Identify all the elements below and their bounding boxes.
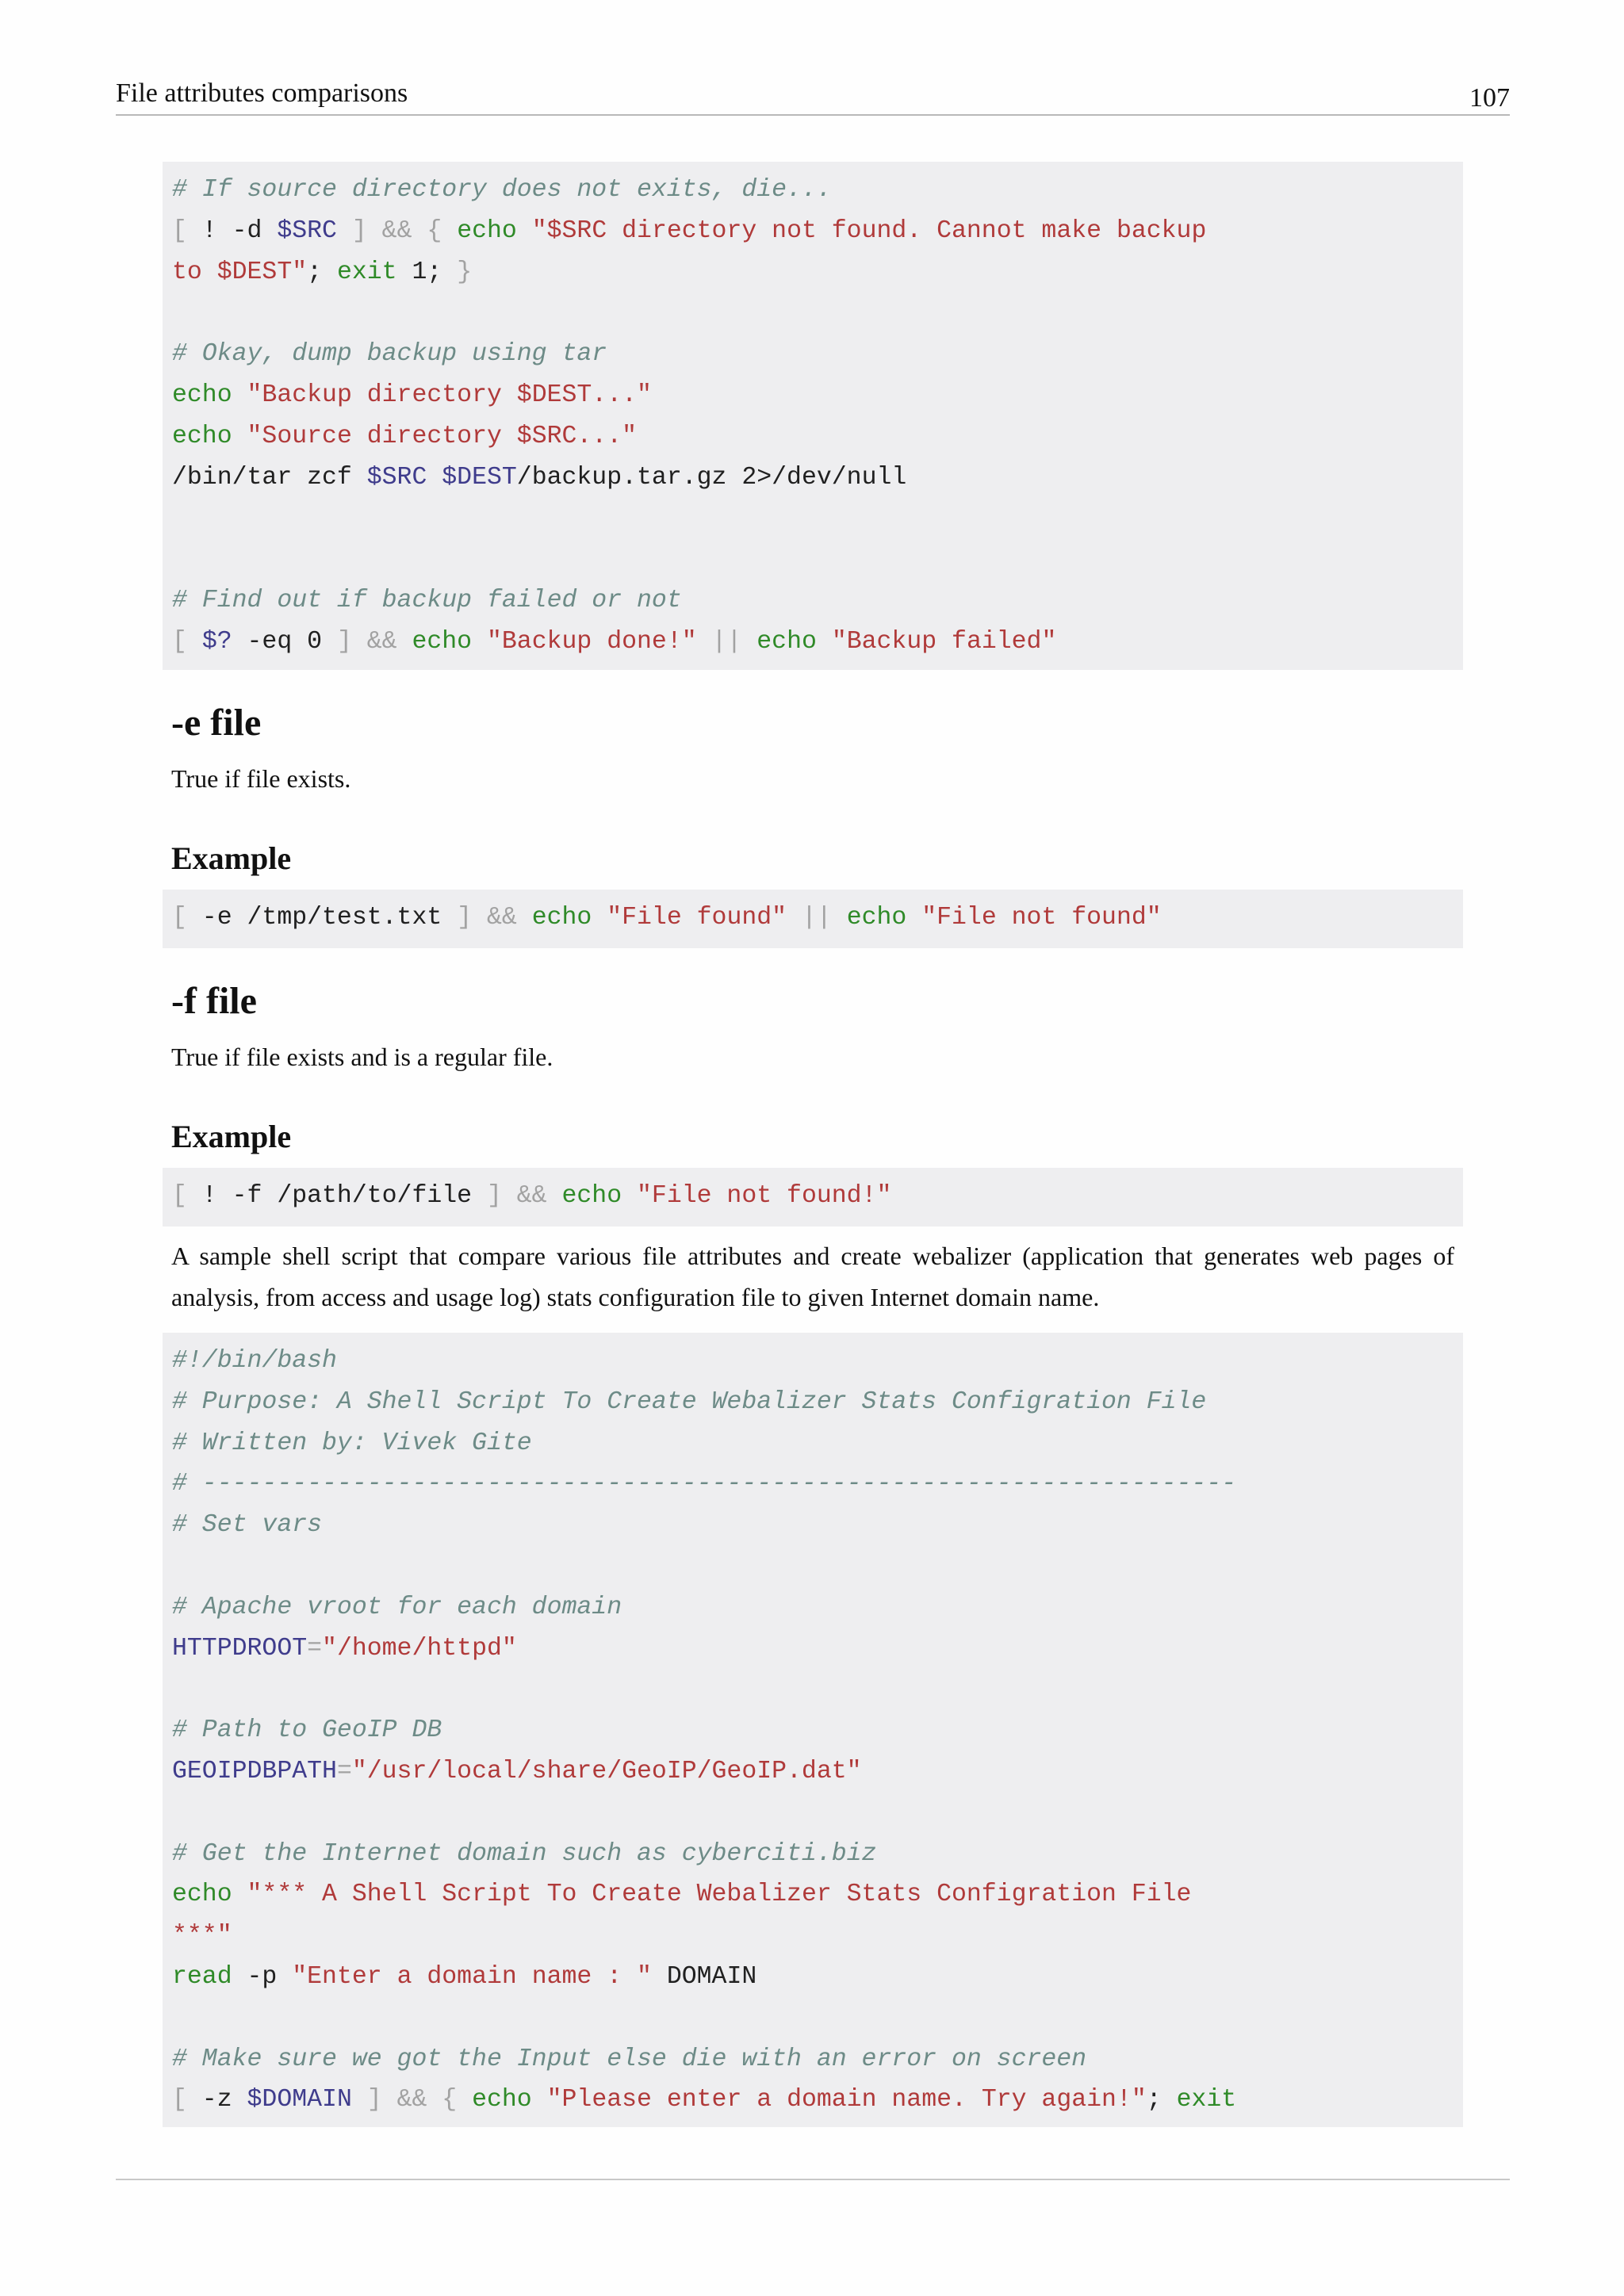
code-token: ! -f /path/to/file bbox=[186, 1182, 487, 1210]
code-block-e-example bbox=[163, 890, 1463, 948]
section-description-f-file: True if file exists and is a regular file. bbox=[171, 1043, 553, 1071]
code-token: $? bbox=[201, 627, 232, 656]
code-token bbox=[232, 1881, 247, 1908]
code-token: ] && bbox=[486, 1182, 562, 1210]
code-line bbox=[172, 1628, 1463, 1670]
code-token: # Written by: Vivek Gite bbox=[172, 1429, 532, 1457]
section-description-e-file: True if file exists. bbox=[171, 764, 351, 793]
code-token: "$SRC directory not found. Cannot make backup bbox=[531, 216, 1207, 245]
code-line bbox=[172, 1710, 1463, 1751]
code-token: "/home/httpd" bbox=[322, 1634, 517, 1663]
code-line bbox=[172, 375, 1463, 416]
code-token: "/usr/local/share/GeoIP/GeoIP.dat" bbox=[351, 1757, 862, 1785]
code-line bbox=[172, 334, 1463, 375]
code-token: "File found" bbox=[607, 904, 787, 932]
code-line bbox=[172, 1176, 1463, 1217]
code-token: exit bbox=[336, 258, 397, 286]
code-token: [ bbox=[172, 2086, 187, 2114]
code-token: || bbox=[787, 904, 847, 932]
code-token: [ bbox=[172, 904, 187, 932]
code-token: # Find out if backup failed or not bbox=[172, 586, 682, 614]
code-line bbox=[172, 1464, 1463, 1505]
code-token bbox=[817, 628, 832, 656]
code-token: "File not found!" bbox=[637, 1182, 892, 1210]
code-token bbox=[592, 904, 607, 932]
code-token bbox=[622, 1182, 637, 1210]
example-heading-e-file: Example bbox=[171, 840, 292, 876]
section-heading-e-file: -e file bbox=[171, 702, 262, 744]
code-token: # Get the Internet domain such as cyberciti.biz bbox=[172, 1839, 877, 1868]
code-line bbox=[172, 1874, 1463, 1915]
running-header bbox=[116, 76, 1510, 116]
code-token: /bin/tar zcf bbox=[172, 463, 367, 492]
running-header-title: File attributes comparisons bbox=[116, 78, 408, 108]
code-line bbox=[172, 2039, 1463, 2080]
code-token: echo bbox=[756, 627, 817, 656]
code-line bbox=[172, 293, 1463, 334]
code-token: ] && bbox=[457, 904, 532, 932]
code-token: echo bbox=[531, 904, 592, 932]
code-token: # Path to GeoIP DB bbox=[172, 1716, 442, 1745]
code-token bbox=[532, 2086, 547, 2114]
code-token: ! -d bbox=[186, 216, 278, 245]
code-token: -p bbox=[232, 1962, 293, 1991]
code-token: # If source directory does not exits, die... bbox=[172, 176, 832, 204]
code-line bbox=[172, 1669, 1463, 1710]
code-token: # Make sure we got the Input else die with an error on screen bbox=[172, 2045, 1087, 2073]
code-token bbox=[187, 628, 202, 656]
code-token: DOMAIN bbox=[651, 1962, 757, 1991]
code-token: "Backup failed" bbox=[831, 627, 1057, 656]
code-token: = bbox=[336, 1757, 352, 1785]
code-token: #!/bin/bash bbox=[172, 1347, 337, 1375]
code-token bbox=[427, 464, 442, 492]
intro-paragraph: A sample shell script that compare various file attributes and create webalizer (application that generates web pages of analysis, from access and usage log) stats configuration file to given Internet domain name. bbox=[171, 1242, 1454, 1311]
code-line bbox=[172, 1957, 1463, 1998]
code-token: ] && { bbox=[351, 2086, 473, 2114]
code-token: $DEST bbox=[442, 463, 517, 492]
code-token: "Backup directory $DEST..." bbox=[247, 381, 652, 409]
code-line bbox=[172, 1834, 1463, 1875]
code-token: GEOIPDBPATH bbox=[172, 1757, 337, 1785]
code-block-backup-script bbox=[163, 162, 1463, 670]
code-token: = bbox=[307, 1634, 323, 1663]
code-token: ***" bbox=[172, 1922, 232, 1950]
code-line bbox=[172, 2080, 1463, 2121]
code-token: -eq 0 bbox=[232, 627, 337, 656]
code-token: echo bbox=[172, 1881, 232, 1909]
code-line bbox=[172, 1793, 1463, 1834]
code-token: ; bbox=[307, 258, 337, 286]
code-line bbox=[172, 416, 1463, 457]
code-token: $SRC bbox=[277, 216, 337, 245]
code-token: [ bbox=[172, 627, 187, 656]
code-token: echo bbox=[412, 627, 473, 656]
code-token: $SRC bbox=[366, 463, 427, 492]
code-token: "Backup done!" bbox=[487, 627, 697, 656]
code-token: echo bbox=[846, 904, 907, 932]
code-line bbox=[172, 580, 1463, 622]
code-token: ] && { bbox=[336, 216, 458, 245]
code-token: exit bbox=[1176, 2086, 1237, 2114]
code-line bbox=[172, 622, 1463, 663]
code-token: "Please enter a domain name. Try again!" bbox=[546, 2086, 1147, 2114]
code-line bbox=[172, 252, 1463, 293]
code-token bbox=[472, 628, 487, 656]
code-block-webalizer-script bbox=[163, 1333, 1463, 2127]
code-token: ] && bbox=[336, 627, 412, 656]
code-token: # Okay, dump backup using tar bbox=[172, 340, 607, 369]
code-line bbox=[172, 1587, 1463, 1628]
code-token: echo bbox=[172, 422, 232, 450]
code-token: "File not found" bbox=[921, 904, 1162, 932]
code-token: echo bbox=[172, 381, 232, 409]
code-token: } bbox=[457, 258, 473, 286]
code-token: $DOMAIN bbox=[247, 2086, 352, 2114]
code-line bbox=[172, 1751, 1463, 1793]
code-line bbox=[172, 1505, 1463, 1546]
code-token bbox=[517, 217, 532, 245]
code-token: # Purpose: A Shell Script To Create Webalizer Stats Configration File bbox=[172, 1387, 1207, 1416]
code-line bbox=[172, 1998, 1463, 2039]
code-token: "*** A Shell Script To Create Webalizer Stats Configration File bbox=[247, 1881, 1192, 1909]
code-line bbox=[172, 1423, 1463, 1464]
code-token: [ bbox=[172, 216, 187, 245]
code-token: echo bbox=[457, 216, 517, 245]
code-line bbox=[172, 498, 1463, 539]
code-token: -e /tmp/test.txt bbox=[186, 904, 458, 932]
code-line bbox=[172, 457, 1463, 499]
code-token: # --------------------------------------------------------------------- bbox=[172, 1470, 1237, 1498]
code-line bbox=[172, 1382, 1463, 1423]
code-line bbox=[172, 897, 1463, 939]
code-token: -z bbox=[186, 2086, 247, 2114]
code-token: to $DEST bbox=[172, 258, 293, 286]
code-token bbox=[232, 381, 247, 409]
section-heading-f-file: -f file bbox=[171, 980, 257, 1022]
code-token: "Enter a domain name : " bbox=[292, 1962, 652, 1991]
code-block-f-example bbox=[163, 1168, 1463, 1226]
code-line bbox=[172, 1546, 1463, 1587]
code-token: # Apache vroot for each domain bbox=[172, 1593, 622, 1621]
page-number: 107 bbox=[1469, 83, 1510, 113]
code-token: echo bbox=[472, 2086, 532, 2114]
code-line bbox=[172, 539, 1463, 580]
footer-rule bbox=[116, 2179, 1510, 2180]
code-token: /backup.tar.gz 2>/dev/null bbox=[516, 463, 907, 492]
code-token bbox=[232, 423, 247, 450]
code-token: echo bbox=[561, 1182, 622, 1210]
code-line bbox=[172, 211, 1463, 252]
code-token: ; bbox=[1146, 2086, 1177, 2114]
code-line bbox=[172, 170, 1463, 211]
code-line bbox=[172, 1915, 1463, 1957]
code-line bbox=[172, 1341, 1463, 1382]
code-token: read bbox=[172, 1962, 232, 1991]
code-token: || bbox=[696, 627, 757, 656]
code-token: HTTPDROOT bbox=[172, 1634, 308, 1663]
example-heading-f-file: Example bbox=[171, 1119, 292, 1154]
code-token: "Source directory $SRC..." bbox=[247, 422, 638, 450]
code-token: [ bbox=[172, 1182, 187, 1210]
code-token: " bbox=[292, 258, 308, 286]
code-token: 1; bbox=[396, 258, 458, 286]
code-token: # Set vars bbox=[172, 1511, 323, 1540]
code-token bbox=[906, 904, 921, 932]
